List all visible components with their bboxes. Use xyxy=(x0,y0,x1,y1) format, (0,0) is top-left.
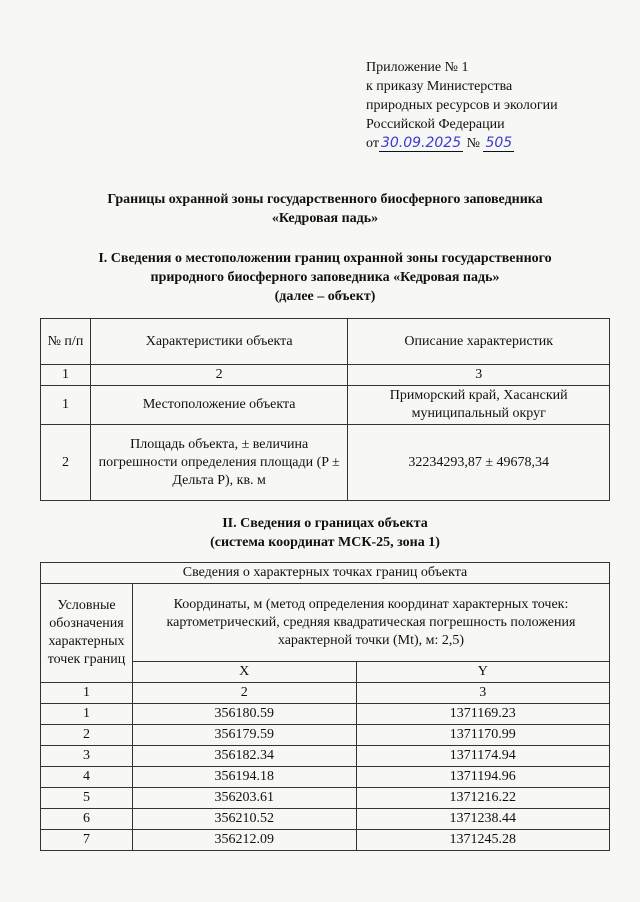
section1-heading xyxy=(40,249,610,306)
section2-heading xyxy=(40,514,610,552)
appendix-line: Российской Федерации xyxy=(366,117,505,132)
table-row xyxy=(41,767,610,788)
section2-line: II. Сведения о границах объекта xyxy=(222,516,428,531)
table-header-row xyxy=(41,584,610,662)
header-cell: Описание характеристик xyxy=(348,319,610,365)
y-value: 1371174.94 xyxy=(356,746,610,767)
section1-line: I. Сведения о местоположении границ охранной зоны государственного xyxy=(98,251,552,266)
numbering-cell: 3 xyxy=(356,683,610,704)
appendix-line: к приказу Министерства xyxy=(366,79,513,94)
header-cell: Характеристики объекта xyxy=(90,319,348,365)
numbering-cell: 1 xyxy=(41,683,133,704)
y-value: 1371170.99 xyxy=(356,725,610,746)
numbering-row xyxy=(41,683,610,704)
object-info-table xyxy=(40,318,610,501)
x-value: 356179.59 xyxy=(132,725,356,746)
point-id: 2 xyxy=(41,725,133,746)
section2-line: (система координат МСК-25, зона 1) xyxy=(210,535,440,550)
y-value: 1371194.96 xyxy=(356,767,610,788)
row-number: 2 xyxy=(41,425,91,501)
table-header-row xyxy=(41,319,610,365)
numbering-row xyxy=(41,365,610,386)
numbering-cell: 2 xyxy=(132,683,356,704)
point-id: 4 xyxy=(41,767,133,788)
points-header: Условные обозначения характерных точек границ xyxy=(41,584,133,683)
y-header: Y xyxy=(356,662,610,683)
order-number: 505 xyxy=(485,135,513,151)
x-value: 356194.18 xyxy=(132,767,356,788)
x-value: 356180.59 xyxy=(132,704,356,725)
appendix-date-line xyxy=(366,134,558,153)
table-row xyxy=(41,830,610,851)
table-row xyxy=(41,788,610,809)
section1-line: (далее – объект) xyxy=(274,289,376,304)
header-cell: № п/п xyxy=(41,319,91,365)
point-id: 7 xyxy=(41,830,133,851)
order-date: 30.09.2025 xyxy=(380,135,462,151)
numbering-cell: 1 xyxy=(41,365,91,386)
point-id: 5 xyxy=(41,788,133,809)
point-id: 6 xyxy=(41,809,133,830)
row-number: 1 xyxy=(41,386,91,425)
title-line: «Кедровая падь» xyxy=(271,211,379,226)
y-value: 1371238.44 xyxy=(356,809,610,830)
y-value: 1371216.22 xyxy=(356,788,610,809)
characteristic-value: Приморский край, Хасанский муниципальный округ xyxy=(348,386,610,425)
document-title xyxy=(40,190,610,228)
table-caption-row xyxy=(41,563,610,584)
characteristic-name: Местоположение объекта xyxy=(90,386,348,425)
numbering-cell: 3 xyxy=(348,365,610,386)
x-header: X xyxy=(132,662,356,683)
characteristic-name: Площадь объекта, ± величина погрешности определения площади (P ± Дельта P), кв. м xyxy=(90,425,348,501)
boundary-points-table xyxy=(40,562,610,851)
y-value: 1371169.23 xyxy=(356,704,610,725)
appendix-block xyxy=(366,58,558,153)
table-row xyxy=(41,725,610,746)
y-value: 1371245.28 xyxy=(356,830,610,851)
section1-line: природного биосферного заповедника «Кедровая падь» xyxy=(150,270,500,285)
x-value: 356203.61 xyxy=(132,788,356,809)
coordinates-header-text: Координаты, м (метод определения координат характерных точек: картометрический, средняя квадратическая погрешность положения характерной точки (Mt), м: 2,5) xyxy=(166,596,576,648)
table-row xyxy=(41,386,610,425)
appendix-line: природных ресурсов и экологии xyxy=(366,98,558,113)
number-prefix: № xyxy=(466,136,480,151)
numbering-cell: 2 xyxy=(90,365,348,386)
point-id: 3 xyxy=(41,746,133,767)
date-prefix: от xyxy=(366,136,379,151)
characteristic-value: 32234293,87 ± 49678,34 xyxy=(348,425,610,501)
point-id: 1 xyxy=(41,704,133,725)
x-value: 356212.09 xyxy=(132,830,356,851)
table-row xyxy=(41,425,610,501)
table-caption: Сведения о характерных точках границ объекта xyxy=(41,563,610,584)
table-row xyxy=(41,746,610,767)
table-row xyxy=(41,704,610,725)
appendix-line: Приложение № 1 xyxy=(366,60,469,75)
table-row xyxy=(41,809,610,830)
x-value: 356182.34 xyxy=(132,746,356,767)
x-value: 356210.52 xyxy=(132,809,356,830)
coordinates-header xyxy=(132,584,609,662)
title-line: Границы охранной зоны государственного биосферного заповедника xyxy=(107,192,543,207)
